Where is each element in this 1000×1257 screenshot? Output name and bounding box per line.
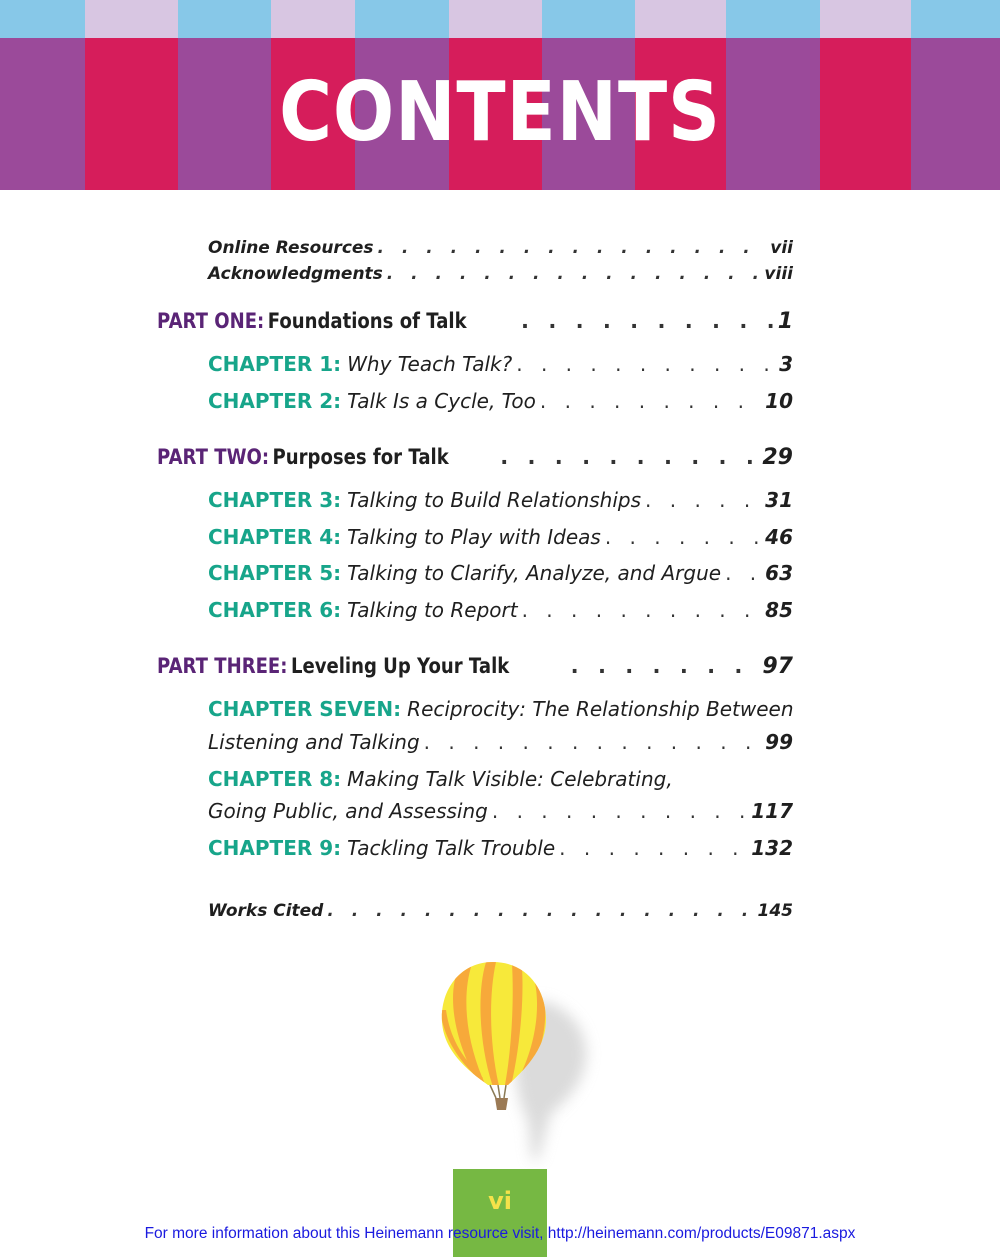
chapter-title: Talk Is a Cycle, Too [347, 389, 536, 413]
chapter-label: CHAPTER 9: [208, 836, 342, 860]
toc-part-three[interactable] [157, 654, 793, 679]
part-label: PART THREE: [157, 654, 288, 678]
chapter-label: CHAPTER 4: [208, 525, 342, 549]
toc-part-one[interactable] [157, 309, 793, 334]
toc-chapter-8[interactable] [208, 799, 793, 823]
banner-top-stripes [0, 0, 1000, 38]
chapter-label: CHAPTER 3: [208, 488, 342, 512]
toc-chapter-2[interactable] [208, 389, 793, 413]
chapter-label: CHAPTER SEVEN: [208, 697, 402, 721]
toc-entry-works-cited[interactable] [208, 901, 793, 921]
chapter-page: 117 [751, 799, 793, 823]
page-number: vi [488, 1187, 512, 1215]
dot-leader [571, 654, 759, 678]
chapter-label: CHAPTER 5: [208, 561, 342, 585]
toc-entry-title: Acknowledgments [208, 264, 383, 284]
dot-leader [387, 264, 761, 284]
chapter-label: CHAPTER 8: [208, 767, 342, 791]
toc-entry-online-resources[interactable] [208, 238, 793, 258]
chapter-page: 132 [751, 836, 793, 860]
part-title: Leveling Up Your Talk [290, 654, 510, 678]
part-title: Purposes for Talk [272, 445, 449, 469]
toc-chapter-3[interactable] [208, 488, 793, 512]
dot-leader [500, 445, 758, 469]
dot-leader [725, 561, 761, 585]
chapter-label: CHAPTER 2: [208, 389, 342, 413]
chapter-page: 3 [779, 352, 793, 376]
dot-leader [645, 488, 761, 512]
dot-leader [522, 598, 762, 622]
chapter-title: Why Teach Talk? [347, 352, 513, 376]
chapter-title: Talking to Build Relationships [347, 488, 642, 512]
toc-chapter-4[interactable] [208, 525, 793, 549]
dot-leader [605, 525, 761, 549]
chapter-title: Talking to Clarify, Analyze, and Argue [347, 561, 722, 585]
toc-entry-page: vii [770, 238, 793, 258]
chapter-title-line1: Reciprocity: The Relationship Between [407, 697, 794, 721]
part-page: 1 [777, 309, 793, 334]
part-page: 29 [762, 445, 793, 470]
page-title: CONTENTS [279, 65, 721, 160]
toc-part-two[interactable] [157, 445, 793, 470]
toc-chapter-7-line1[interactable] [208, 697, 794, 721]
chapter-title: Talking to Play with Ideas [347, 525, 601, 549]
header-banner [0, 0, 1000, 190]
hot-air-balloon-icon [420, 950, 620, 1170]
chapter-label: CHAPTER 1: [208, 352, 342, 376]
dot-leader [516, 352, 775, 376]
chapter-page: 63 [765, 561, 793, 585]
toc-chapter-6[interactable] [208, 598, 793, 622]
dot-leader [327, 901, 753, 921]
dot-leader [492, 799, 747, 823]
toc-chapter-5[interactable] [208, 561, 793, 585]
dot-leader [424, 730, 762, 754]
dot-leader [521, 309, 774, 333]
chapter-label: CHAPTER 6: [208, 598, 342, 622]
part-page: 97 [762, 654, 793, 679]
toc-chapter-8-line1[interactable] [208, 767, 673, 791]
chapter-title: Tackling Talk Trouble [347, 836, 556, 860]
toc-chapter-7[interactable] [208, 730, 793, 754]
toc-chapter-9[interactable] [208, 836, 793, 860]
toc-chapter-1[interactable] [208, 352, 793, 376]
part-label: PART TWO: [157, 445, 270, 469]
chapter-page: 46 [765, 525, 793, 549]
part-label: PART ONE: [157, 309, 265, 333]
toc-entry-acknowledgments[interactable] [208, 264, 793, 284]
chapter-title-line2: Going Public, and Assessing [208, 799, 488, 823]
toc-entry-title: Works Cited [208, 901, 324, 921]
chapter-page: 85 [765, 598, 793, 622]
dot-leader [559, 836, 747, 860]
dot-leader [378, 238, 767, 258]
chapter-title-line1: Making Talk Visible: Celebrating, [347, 767, 673, 791]
chapter-page: 31 [765, 488, 793, 512]
chapter-title: Talking to Report [347, 598, 518, 622]
toc-entry-page: viii [764, 264, 793, 284]
chapter-page: 10 [765, 389, 793, 413]
toc-entry-page: 145 [757, 901, 793, 921]
part-title: Foundations of Talk [267, 309, 467, 333]
chapter-title-line2: Listening and Talking [208, 730, 420, 754]
dot-leader [540, 389, 761, 413]
toc-entry-title: Online Resources [208, 238, 374, 258]
chapter-page: 99 [765, 730, 793, 754]
footer-link[interactable]: For more information about this Heinemann resource visit, http://heinemann.com/products/E09871.aspx [144, 1225, 856, 1242]
page-number-tab [453, 1169, 547, 1257]
